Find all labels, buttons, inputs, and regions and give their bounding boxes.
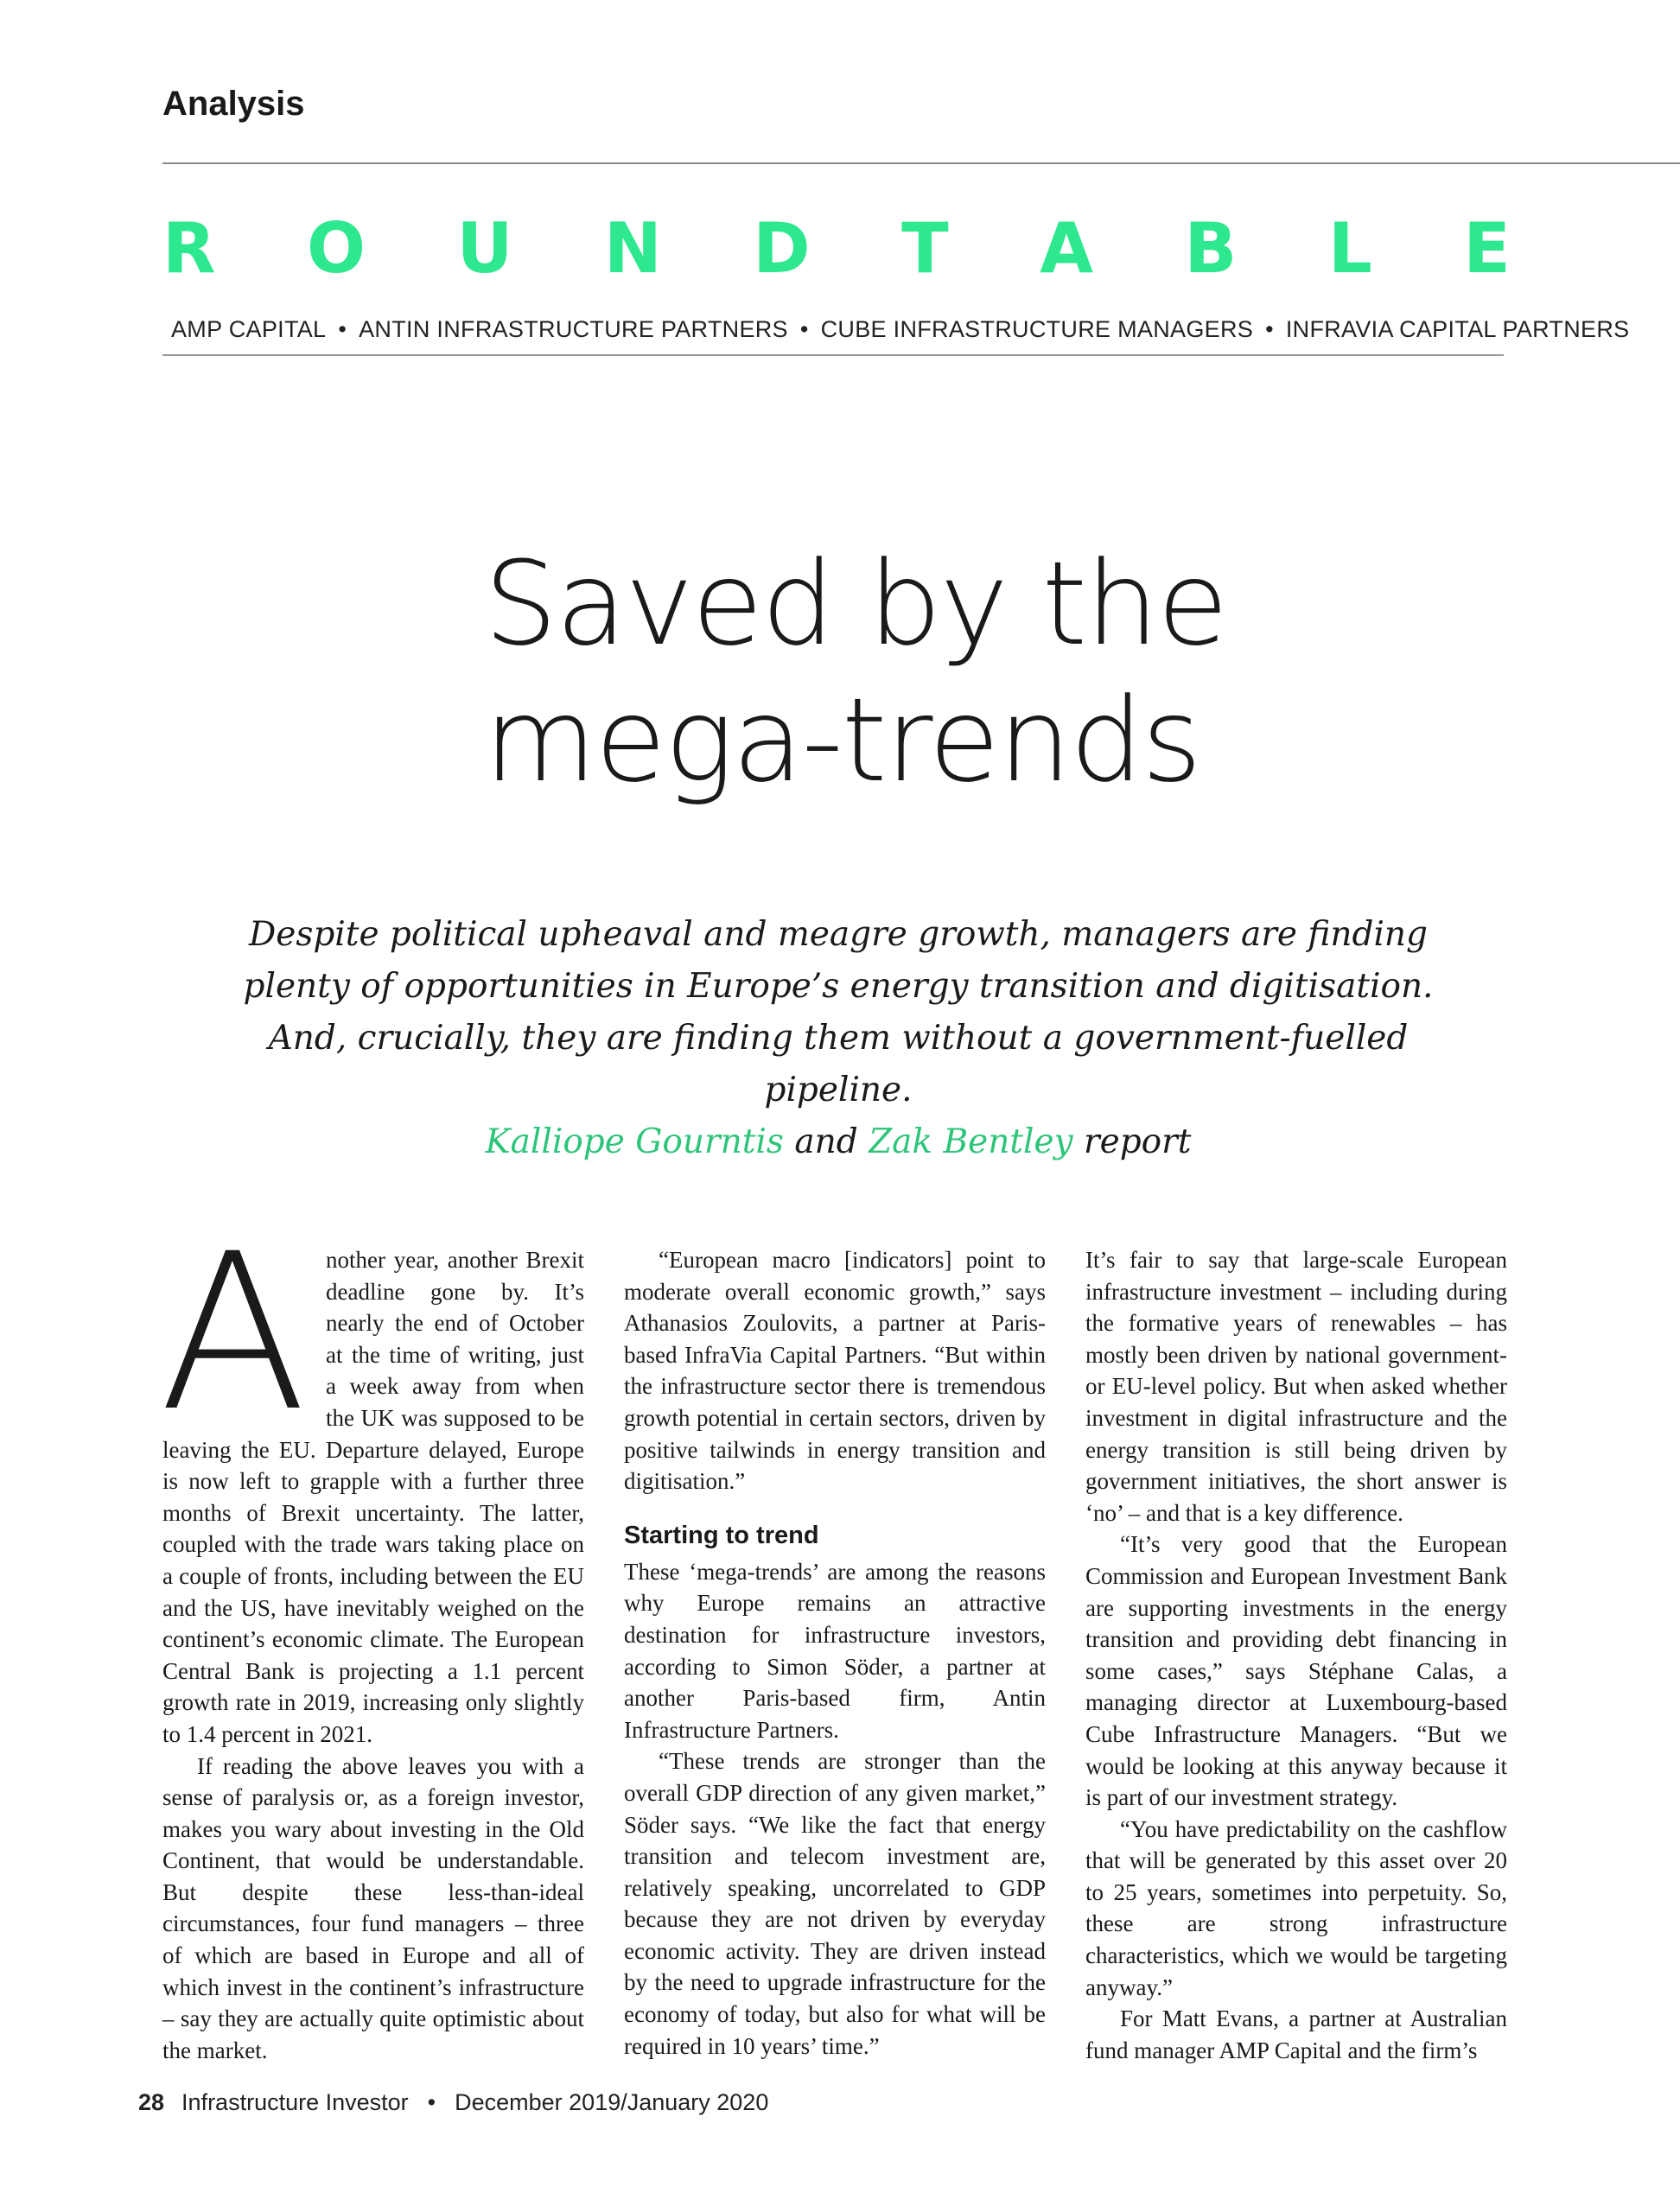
standfirst [207, 909, 1469, 1168]
body-paragraph: “It’s very good that the European Commission and European Investment Bank are supporting investments in the energy transition and providing debt financing in some cases,” says Stéphane Calas, a managing director at Luxembourg-based Cube Infrastructure Managers. “But we would be looking at this anyway because it is part of our investment strategy. [1085, 1531, 1507, 1811]
body-paragraph: “You have predictability on the cashflow that will be generated by this asset over 20 to 25 years, sometimes into perpetuity. So, these are strong infrastructure characteristics, which we would be targeting anyway.” [1085, 1815, 1507, 2000]
participants-rule [162, 354, 1504, 356]
body-paragraph: It’s fair to say that large-scale European infrastructure investment – including during the formative years of renewables – has mostly been driven by national government- or EU-level policy. But when asked whether investment in digital infrastructure and the energy transition is still being driven by government initiatives, the short answer is ‘no’ – and that is a key difference. [1085, 1247, 1507, 1526]
kicker-letter: E [1463, 208, 1511, 289]
author-name: Kalliope Gourntis [485, 1122, 784, 1161]
kicker-letter: O [307, 208, 366, 289]
participant-name: CUBE INFRASTRUCTURE MANAGERS [820, 316, 1254, 342]
byline-conjunction: and [794, 1122, 858, 1161]
kicker-letter: R [162, 208, 216, 289]
headline-line: mega-trends [484, 673, 1200, 808]
participant-name: AMP CAPITAL [171, 316, 327, 342]
kicker-letter: U [456, 208, 513, 289]
participant-list [171, 316, 1630, 343]
headline [484, 536, 1262, 809]
participant-name: INFRAVIA CAPITAL PARTNERS [1285, 316, 1630, 342]
page-footer [138, 2089, 768, 2116]
article-column-3 [1085, 1244, 1507, 2066]
section-label: Analysis [162, 85, 305, 123]
kicker-letter: D [753, 208, 811, 289]
participant-name: ANTIN INFRASTRUCTURE PARTNERS [359, 316, 788, 342]
subheading: Starting to trend [624, 1521, 819, 1549]
bullet-separator: • [799, 316, 809, 342]
drop-cap: A [159, 1207, 308, 1459]
footer-separator: • [427, 2089, 436, 2115]
issue-date: December 2019/January 2020 [455, 2089, 769, 2115]
body-paragraph: nother year, another Brexit deadline gone by. It’s nearly the end of October at the time of writing, just a week away from when the UK was supposed to be leaving the EU. Departure delayed, Europe is now left to grapple with a further three months of Brexit uncertainty. The latter, coupled with the trade wars taking place on a couple of fronts, including between the EU and the US, have inevitably weighed on the continent’s economic climate. The European Central Bank is projecting a 1.1 percent growth rate in 2019, increasing only slightly to 1.4 percent in 2021. [162, 1247, 584, 1747]
standfirst-text: Despite political upheaval and meagre growth, managers are finding plenty of opportunities in Europe’s energy transition and digitisation. And, crucially, they are finding them without a government-fuelled pipeline. [243, 915, 1434, 1109]
publication-name: Infrastructure Investor [181, 2089, 409, 2115]
bullet-separator: • [338, 316, 347, 342]
body-paragraph: For Matt Evans, a partner at Australian fund manager AMP Capital and the firm’s [1085, 2005, 1507, 2063]
kicker-letter: N [603, 208, 662, 289]
headline-line: Saved by the [484, 537, 1227, 671]
body-paragraph: These ‘mega-trends’ are among the reasons why Europe remains an attractive destination for infrastructure investors, according to Simon Söder, a partner at another Paris-based firm, Antin Infrastructure Partners. [624, 1558, 1046, 1743]
bullet-separator: • [1265, 316, 1274, 342]
body-paragraph: If reading the above leaves you with a sense of paralysis or, as a foreign investor, makes you wary about investing in the Old Continent, that would be understandable. But despite these less-than-ideal circumstances, four fund managers – three of which are based in Europe and all of which invest in the continent’s infrastructure – say they are actually quite optimistic about the market. [162, 1752, 584, 2063]
roundtable-kicker [162, 208, 1511, 289]
kicker-letter: A [1040, 208, 1093, 289]
author-name: Zak Bentley [869, 1122, 1073, 1161]
byline-report: report [1083, 1122, 1192, 1161]
header-rule [162, 162, 1680, 164]
article-column-2 [624, 1244, 1046, 2062]
body-paragraph: “These trends are stronger than the overall GDP direction of any given market,” Söder says. “We like the fact that energy transition and telecom investment are, relatively speaking, uncorrelated to GDP because they are not driven by everyday economic activity. They are driven instead by the need to upgrade infrastructure for the economy of today, but also for what will be required in 10 years’ time.” [624, 1748, 1046, 2059]
body-paragraph: “European macro [indicators] point to moderate overall economic growth,” says Athanasios Zoulovits, a partner at Paris-based InfraVia Capital Partners. “But within the infrastructure sector there is tremendous growth potential in certain sectors, driven by positive tailwinds in energy transition and digitisation.” [624, 1247, 1046, 1495]
article-column-1 [159, 1207, 584, 2066]
kicker-letter: T [901, 208, 949, 289]
page-number: 28 [138, 2089, 165, 2115]
kicker-letter: B [1184, 208, 1238, 289]
kicker-letter: L [1327, 208, 1372, 289]
